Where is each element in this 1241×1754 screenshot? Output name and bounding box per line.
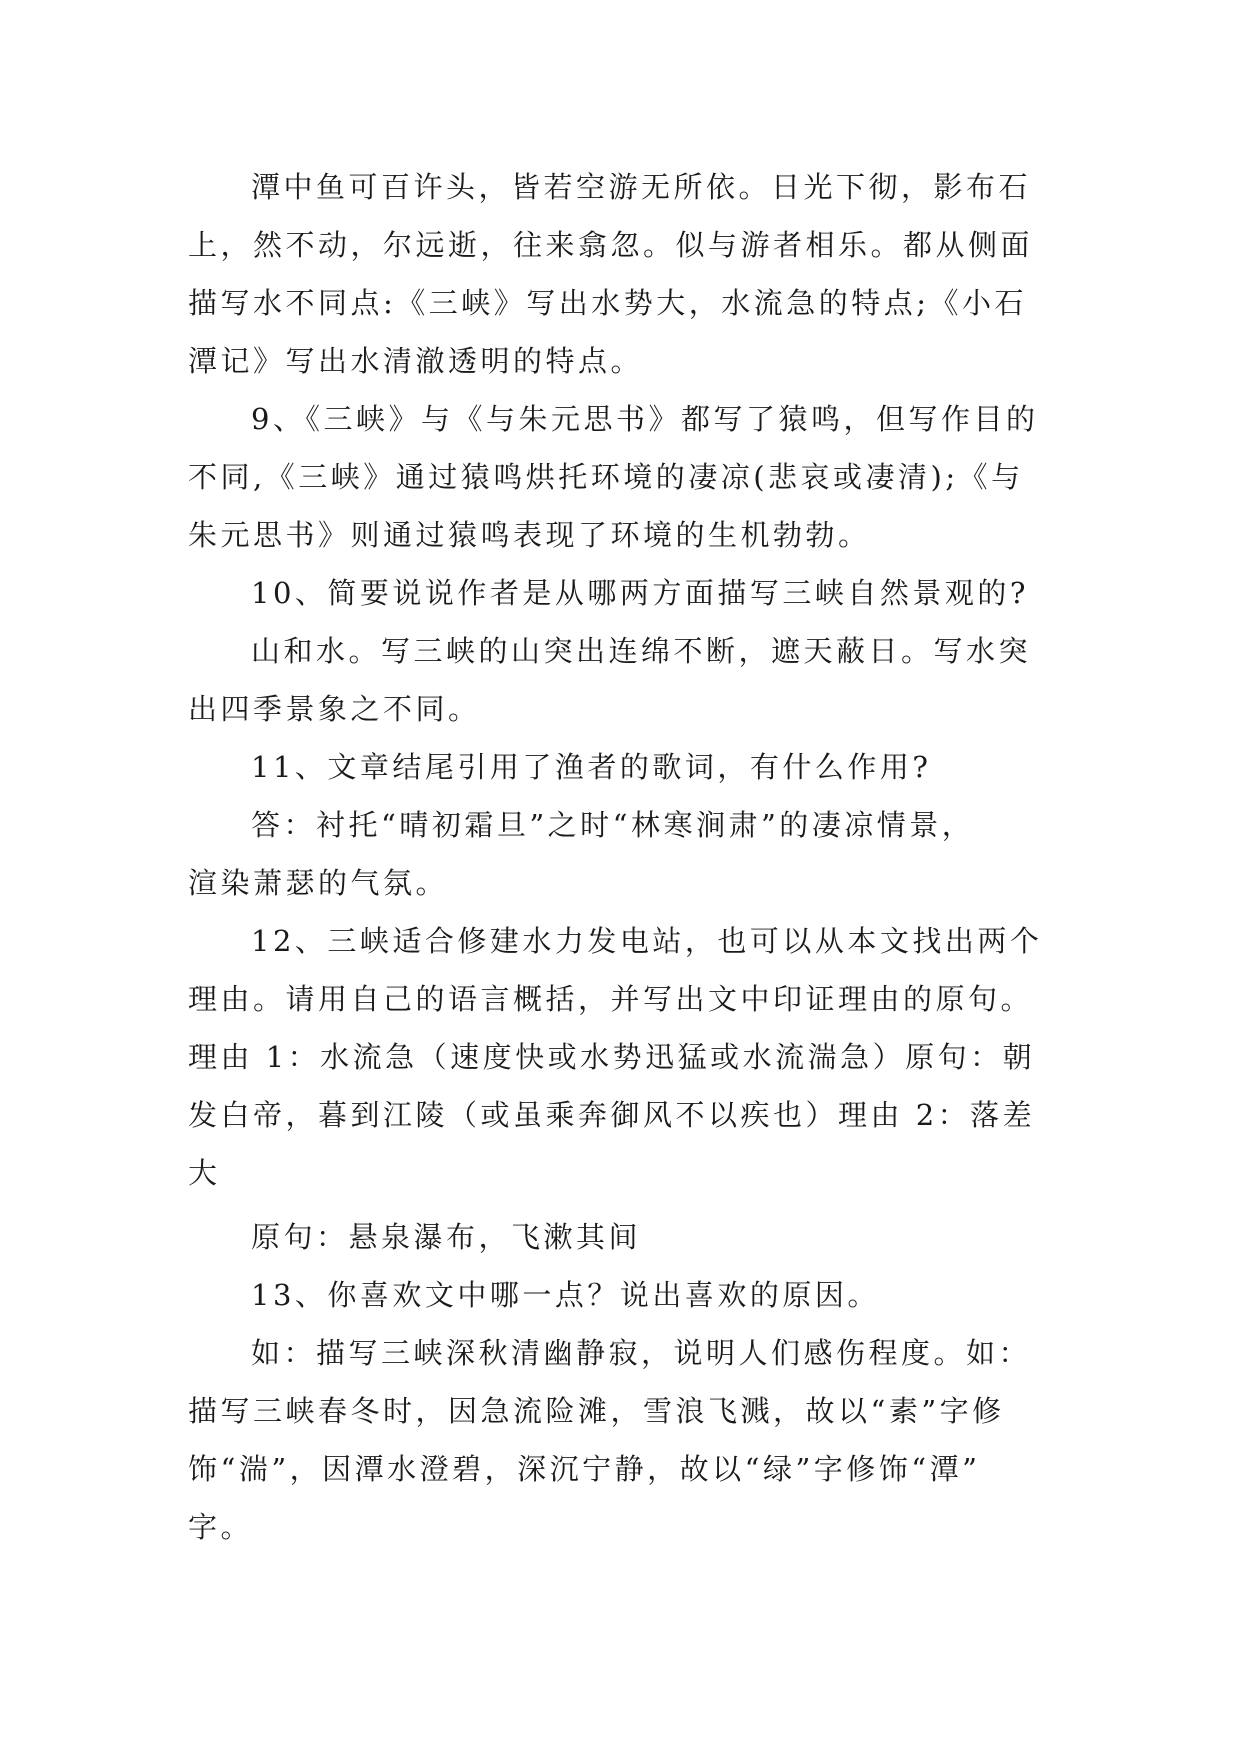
answer-13-line: 如：描写三峡深秋清幽静寂，说明人们感伤程度。如： — [251, 1336, 1032, 1370]
text-line: 潭记》写出水清澈透明的特点。 — [188, 344, 644, 378]
text-line: 不同,《三峡》通过猿鸣烘托环境的凄凉(悲哀或凄清);《与 — [188, 460, 1024, 494]
text-line: 理由。请用自己的语言概括，并写出文中印证理由的原句。 — [188, 982, 1034, 1016]
text-line: 出四季景象之不同。 — [188, 692, 481, 726]
text-line: 字。 — [188, 1510, 254, 1544]
question-11-line: 11、文章结尾引用了渔者的歌词，有什么作用? — [251, 750, 932, 784]
text-line: 描写水不同点:《三峡》写出水势大，水流急的特点;《小石 — [188, 286, 1028, 320]
answer-12-line: 原句：悬泉瀑布，飞漱其间 — [251, 1220, 642, 1254]
text-line: 理由 1：水流急（速度快或水势迅猛或水流湍急）原句：朝 — [188, 1040, 1036, 1074]
question-12-line: 12、三峡适合修建水力发电站，也可以从本文找出两个 — [251, 924, 1043, 958]
question-10-line: 10、简要说说作者是从哪两方面描写三峡自然景观的? — [251, 576, 1029, 610]
text-line: 描写三峡春冬时，因急流险滩，雪浪飞溅，故以“素”字修 — [188, 1394, 1005, 1428]
answer-10-line: 山和水。写三峡的山突出连绵不断，遮天蔽日。写水突 — [251, 634, 1032, 668]
answer-11-line: 答：衬托“晴初霜旦”之时“林寒涧肃”的凄凉情景， — [251, 808, 975, 842]
text-line: 渲染萧瑟的气氛。 — [188, 866, 449, 900]
question-13-line: 13、你喜欢文中哪一点？说出喜欢的原因。 — [251, 1278, 880, 1312]
text-line: 朱元思书》则通过猿鸣表现了环境的生机勃勃。 — [188, 518, 871, 552]
text-line: 大 — [188, 1156, 221, 1190]
text-line: 潭中鱼可百许头，皆若空游无所依。日光下彻，影布石 — [251, 170, 1032, 204]
text-line: 饰“湍”，因潭水澄碧，深沉宁静，故以“绿”字修饰“潭” — [188, 1452, 981, 1486]
question-9-line: 9、《三峡》与《与朱元思书》都写了猿鸣，但写作目的 — [251, 402, 1039, 436]
text-line: 上，然不动，尔远逝，往来翕忽。似与游者相乐。都从侧面 — [188, 228, 1034, 262]
document-page — [188, 158, 1058, 1556]
text-line: 发白帝，暮到江陵（或虽乘奔御风不以疾也）理由 2：落差 — [188, 1098, 1036, 1132]
